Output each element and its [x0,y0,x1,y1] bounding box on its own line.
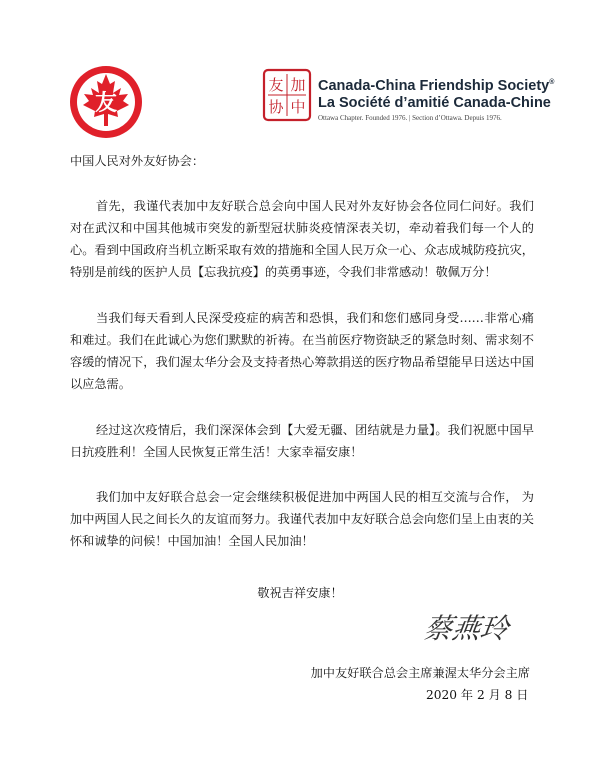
closing-greeting: 敬祝吉祥安康！ [257,586,343,600]
letter-paragraph-3 [70,419,534,463]
maple-leaf-logo [68,64,144,140]
paragraph-text: 首先，我谨代表加中友好联合总会向中国人民对外友好协会各位同仁问好。我们对在武汉和中国其他城市突发的新型冠状肺炎疫情深表关切，牵动着我们每一个人的心。看到中国政府当机立断采取有效的措施和全国人民万众一心、众志成城防疫抗灾， 特别是前线的医护人员【忘我抗疫】的英勇事迹，令我们非常感动！敬佩万分！ [70,199,534,279]
org-name-fr: La Société d’amitié Canada-Chine [318,94,551,111]
signature-icon [420,602,530,648]
friendship-seal [262,68,312,122]
registered-mark: ® [549,79,555,86]
svg-text:加: 加 [290,76,306,94]
letter-paragraph-1 [70,195,534,283]
paragraph-text: 我们加中友好联合总会一定会继续积极促进加中两国人民的相互交流与合作， 为加中两国人民之间长久的友谊而努力。我谨代表加中友好联合总会向您们呈上由衷的关怀和诚挚的问候！中国加油！全国人民加油！ [70,490,534,548]
org-subtitle: Ottawa Chapter. Founded 1976. | Section d’Ottawa. Depuis 1976. [318,113,502,122]
svg-text:友: 友 [268,76,284,94]
letter-paragraph-4 [70,486,534,552]
letter-paragraph-2 [70,307,534,395]
signature-text: 蔡燕玲 [421,612,511,645]
paragraph-text: 当我们每天看到人民深受疫症的病苦和恐惧，我们和您们感同身受……非常心痛和难过。我们在此诚心为您们默默的祈祷。在当前医疗物资缺乏的紧急时刻、需求刻不容缓的情况下，我们渥太华分会及支持者热心筹款捐送的医疗物品希望能早日送达中国以应急需。 [70,311,534,391]
signature [420,602,530,648]
friendship-seal-icon [262,68,312,122]
signer-title: 加中友好联合总会主席兼渥太华分会主席 [310,666,530,680]
svg-text:中: 中 [290,98,306,116]
salutation: 中国人民对外友好协会： [70,154,205,168]
org-name-en: Canada-China Friendship Society® [318,77,555,94]
maple-leaf-icon [68,64,144,140]
org-header [318,74,554,122]
letter-date: 2020 年 2 月 8 日 [426,688,529,702]
paragraph-text: 经过这次疫情后，我们深深体会到【大爱无疆、团结就是力量】。我们祝愿中国早日抗疫胜利！全国人民恢复正常生活！大家幸福安康！ [70,423,534,459]
logo-glyph: 友 [94,91,118,116]
svg-text:协: 协 [268,98,284,116]
